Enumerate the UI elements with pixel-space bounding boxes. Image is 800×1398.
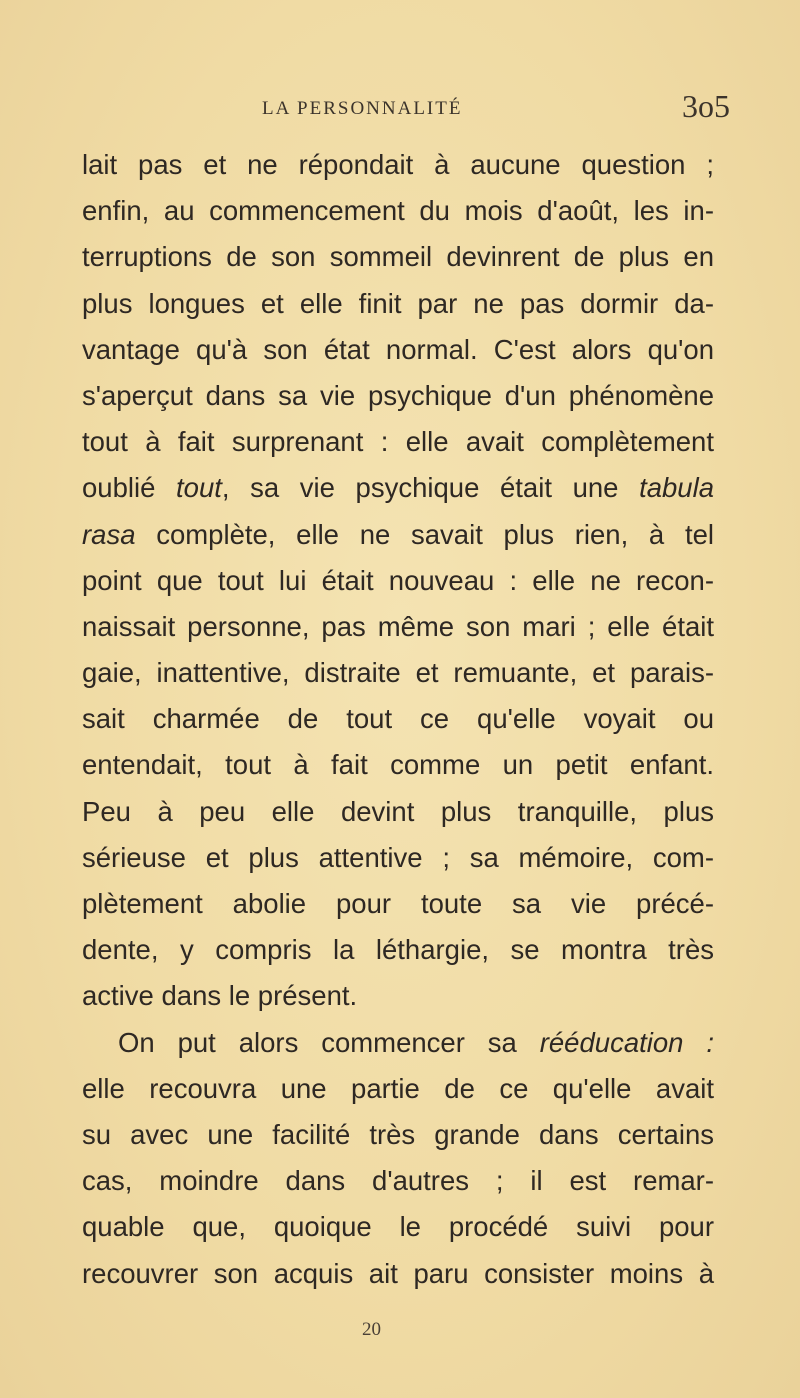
text-line: elle recouvra une partie de ce qu'elle avait [82,1072,714,1104]
text-line: gaie, inattentive, distraite et remuante, et parais- [82,657,714,689]
text-line: rasa complète, elle ne savait plus rien, à tel [82,518,714,550]
running-head [80,88,730,130]
text-line: entendait, tout à fait comme un petit enfant. [82,749,714,781]
text-line: quable que, quoique le procédé suivi pour [82,1211,714,1243]
text-line: naissait personne, pas même son mari ; elle était [82,610,714,642]
text-line: sait charmée de tout ce qu'elle voyait ou [82,703,714,735]
text-line: s'aperçut dans sa vie psychique d'un phénomène [82,379,714,411]
text-line: tout à fait surprenant : elle avait complètement [82,426,714,458]
text-line: active dans le présent. [82,980,358,1012]
text-line: oublié tout, sa vie psychique était une tabula [82,472,714,504]
text-line: enfin, au commencement du mois d'août, les in- [82,195,714,227]
text-line: lait pas et ne répondait à aucune question ; [82,149,714,180]
page-number: 3o5 [682,88,730,124]
text-line: sérieuse et plus attentive ; sa mémoire, com- [82,841,714,873]
italic-word: tabula [639,472,714,504]
signature-mark: 20 [362,1319,381,1340]
text-line: su avec une facilité très grande dans certains [82,1118,714,1150]
text-line: dente, y compris la léthargie, se montra très [82,934,714,966]
italic-word: rééducation : [539,1026,714,1058]
text-line: terruptions de son sommeil devinrent de plus en [82,241,714,273]
italic-word: rasa [82,518,136,550]
text-line: cas, moindre dans d'autres ; il est remar- [82,1165,714,1197]
text-line: plus longues et elle finit par ne pas dormir da- [82,287,714,319]
text-line: On put alors commencer sa rééducation : [118,1026,714,1058]
body-text [82,142,714,1297]
text-line: recouvrer son acquis ait paru consister moins à [82,1257,714,1289]
text-line: point que tout lui était nouveau : elle ne recon- [82,564,714,596]
text-line: Peu à peu elle devint plus tranquille, plus [82,795,714,827]
text-line: plètement abolie pour toute sa vie précé- [82,888,714,919]
running-title: LA PERSONNALITÉ [262,98,463,119]
text-line: vantage qu'à son état normal. C'est alors qu'on [82,333,714,365]
italic-word: tout [176,472,222,504]
